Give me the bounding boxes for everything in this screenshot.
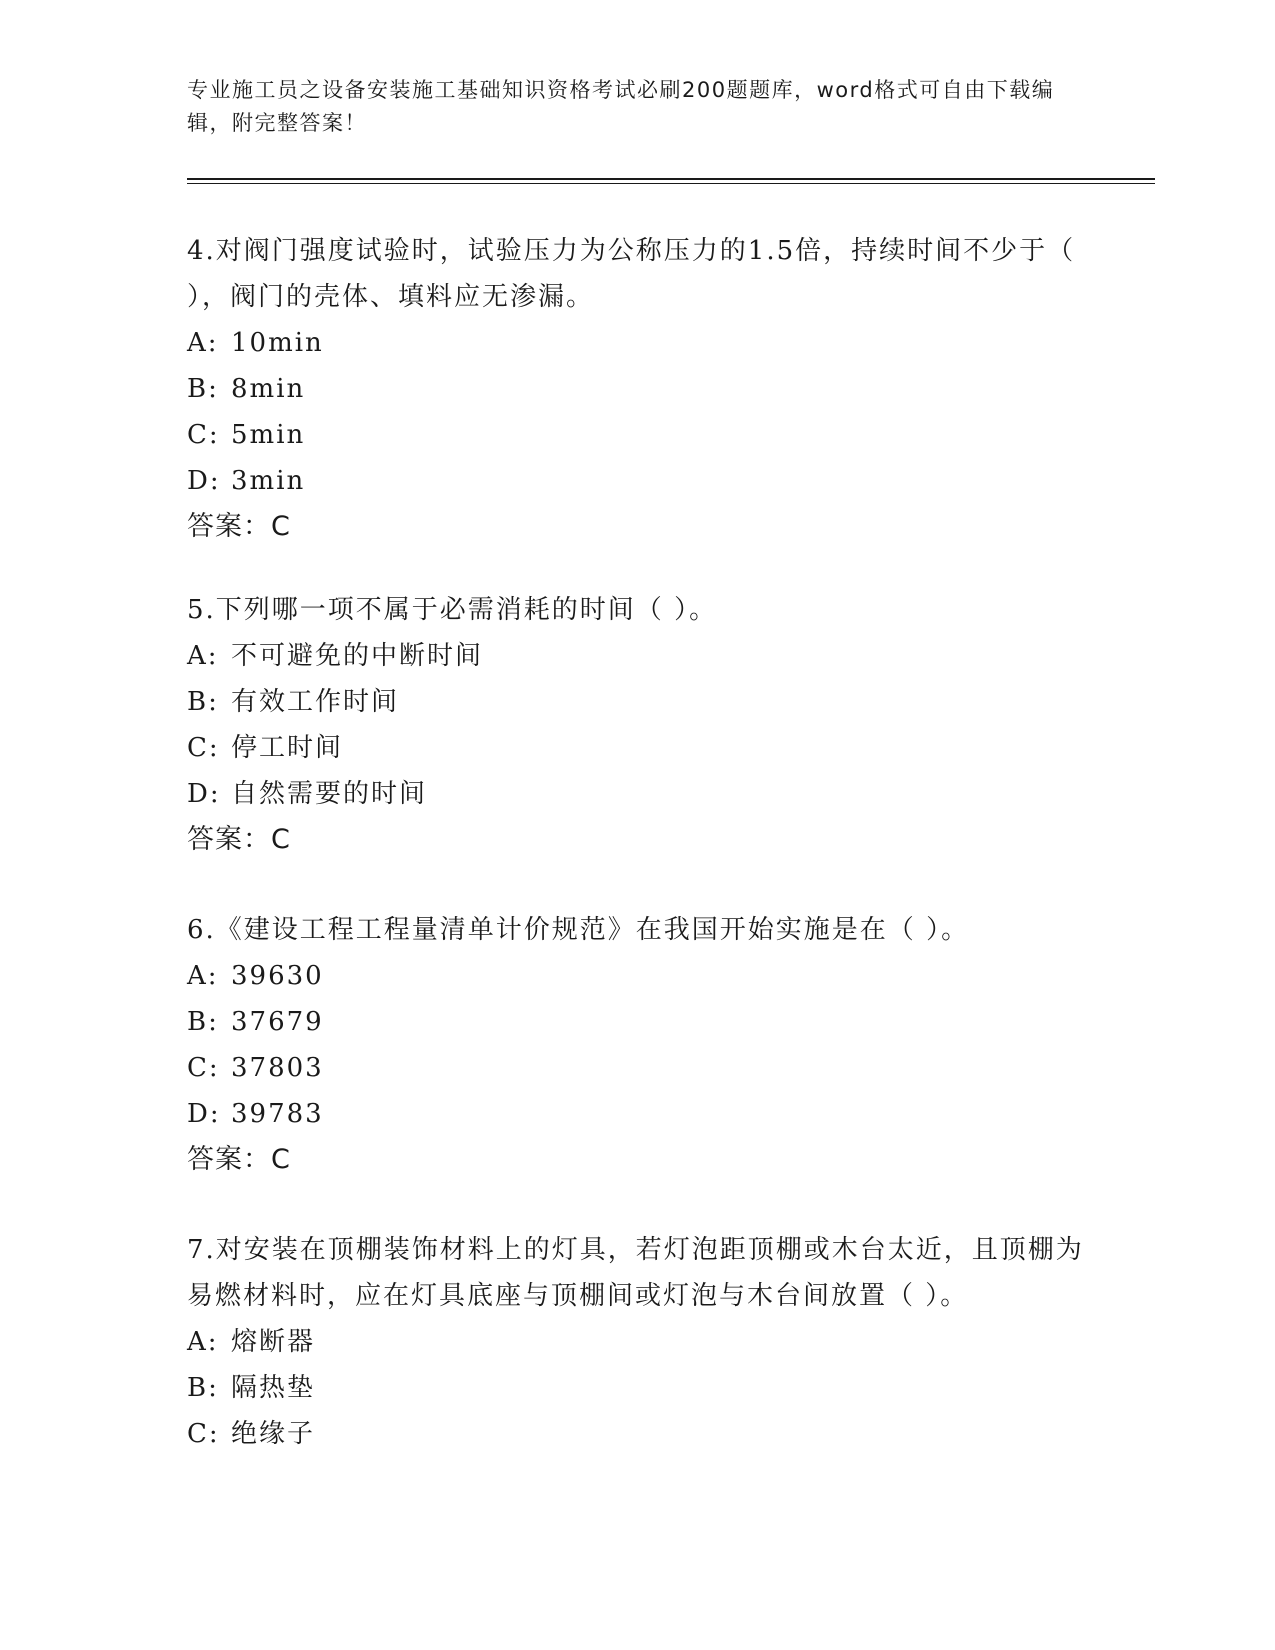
option-text: 停工时间: [231, 733, 344, 763]
option-d: [187, 771, 1087, 817]
option-text: 隔热垫: [231, 1373, 316, 1403]
option-d: [187, 1091, 1087, 1137]
option-letter: B:: [187, 1007, 219, 1037]
answer-label: 答案：C: [187, 1144, 291, 1175]
question-text: 6.《建设工程工程量清单计价规范》在我国开始实施是在（ ）。: [187, 915, 970, 945]
option-c: [187, 412, 1087, 458]
option-c: [187, 1045, 1087, 1091]
option-c: [187, 725, 1087, 771]
option-c: [187, 1411, 1087, 1457]
option-letter: C:: [187, 733, 220, 763]
option-letter: C:: [187, 1419, 220, 1449]
header-divider-thin: [187, 183, 1155, 184]
option-text: 3min: [231, 466, 306, 496]
option-text: 不可避免的中断时间: [231, 641, 484, 671]
option-b: [187, 366, 1087, 412]
option-letter: C:: [187, 420, 220, 450]
question-text: 4.对阀门强度试验时，试验压力为公称压力的1.5倍，持续时间不少于（ ），阀门的壳体、填料应无渗漏。: [187, 236, 1076, 312]
question-7: [187, 1227, 1087, 1457]
option-text: 37803: [231, 1053, 324, 1083]
option-letter: B:: [187, 687, 219, 717]
option-letter: D:: [187, 779, 221, 809]
option-letter: A:: [187, 1327, 219, 1357]
option-text: 5min: [231, 420, 306, 450]
question-text: 7.对安装在顶棚装饰材料上的灯具，若灯泡距顶棚或木台太近，且顶棚为易燃材料时，应在灯具底座与顶棚间或灯泡与木台间放置（ ）。: [187, 1235, 1084, 1311]
option-text: 熔断器: [231, 1327, 316, 1357]
option-a: [187, 633, 1087, 679]
option-letter: B:: [187, 374, 219, 404]
option-b: [187, 999, 1087, 1045]
option-text: 39783: [231, 1099, 324, 1129]
option-a: [187, 320, 1087, 366]
answer-label: 答案：C: [187, 511, 291, 542]
option-b: [187, 679, 1087, 725]
question-text: 5.下列哪一项不属于必需消耗的时间（ ）。: [187, 595, 718, 625]
option-b: [187, 1365, 1087, 1411]
option-text: 10min: [231, 328, 324, 358]
option-a: [187, 1319, 1087, 1365]
option-letter: C:: [187, 1053, 220, 1083]
answer-label: 答案：C: [187, 824, 291, 855]
option-text: 37679: [231, 1007, 324, 1037]
option-letter: A:: [187, 328, 219, 358]
option-d: [187, 458, 1087, 504]
option-letter: D:: [187, 1099, 221, 1129]
option-text: 有效工作时间: [231, 687, 400, 717]
option-text: 绝缘子: [231, 1419, 316, 1449]
question-4: [187, 228, 1087, 550]
option-letter: B:: [187, 1373, 219, 1403]
option-text: 自然需要的时间: [231, 779, 428, 809]
option-text: 8min: [231, 374, 306, 404]
question-6: [187, 907, 1087, 1183]
option-letter: A:: [187, 961, 219, 991]
option-letter: D:: [187, 466, 221, 496]
option-a: [187, 953, 1087, 999]
document-header: 专业施工员之设备安装施工基础知识资格考试必刷200题题库，word格式可自由下载编辑，附完整答案！: [187, 78, 1055, 135]
option-text: 39630: [231, 961, 324, 991]
header-divider-thick: [187, 178, 1155, 180]
question-5: [187, 587, 1087, 863]
option-letter: A:: [187, 641, 219, 671]
